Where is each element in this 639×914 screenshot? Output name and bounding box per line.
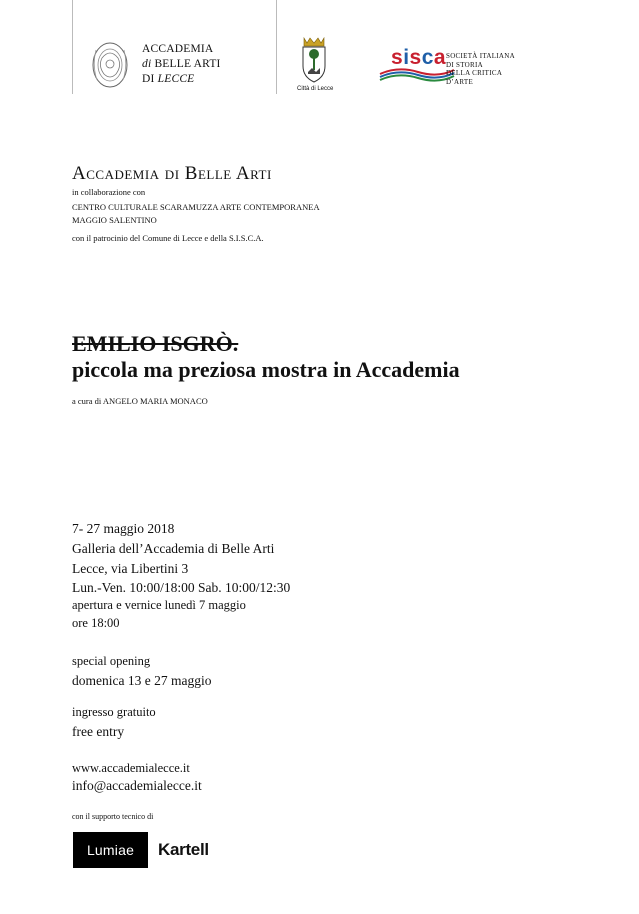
lumiae-logo-text: Lumiae bbox=[86, 842, 135, 858]
vernissage-date: apertura e vernice lunedì 7 maggio bbox=[72, 598, 246, 612]
header-divider-left bbox=[72, 0, 73, 94]
venue-name: Galleria dell’Accademia di Belle Arti bbox=[72, 541, 275, 556]
accademia-logo-line2: di BELLE ARTI bbox=[142, 58, 221, 70]
page-title: Accademia di Belle Arti bbox=[72, 163, 272, 184]
lumiae-logo bbox=[73, 832, 148, 868]
sisca-desc-line4: D’ARTE bbox=[446, 77, 474, 86]
city-label: Città di Lecce bbox=[297, 86, 334, 92]
sisca-desc-line3: DELLA CRITICA bbox=[446, 69, 503, 77]
collab-label: in collaborazione con bbox=[72, 187, 146, 197]
vernissage-time: ore 18:00 bbox=[72, 616, 120, 630]
city-crest-icon bbox=[300, 36, 328, 84]
venue-address: Lecce, via Libertini 3 bbox=[72, 561, 189, 576]
partner-maggio-salentino: MAGGIO SALENTINO bbox=[72, 215, 157, 225]
opening-hours: Lun.-Ven. 10:00/18:00 Sab. 10:00/12:30 bbox=[72, 580, 291, 595]
partner-scaramuzza: CENTRO CULTURALE SCARAMUZZA ARTE CONTEMPORANEA bbox=[72, 202, 320, 212]
patronage-text: con il patrocinio del Comune di Lecce e della S.I.S.C.A. bbox=[72, 233, 264, 243]
kartell-logo: Kartell bbox=[158, 840, 209, 859]
email-link[interactable]: info@accademialecce.it bbox=[72, 778, 202, 793]
sisca-wave-icon bbox=[378, 66, 456, 82]
sisca-desc-line1: SOCIETÀ ITALIANA bbox=[446, 52, 515, 60]
header-divider-center bbox=[276, 0, 277, 94]
sisca-logo bbox=[378, 46, 456, 84]
accademia-logo-text bbox=[142, 42, 221, 87]
special-opening-dates: domenica 13 e 27 maggio bbox=[72, 673, 212, 688]
accademia-seal-icon bbox=[88, 40, 132, 90]
accademia-logo-line3: DI LECCE bbox=[142, 73, 195, 85]
sponsor-label: con il supporto tecnico di bbox=[72, 812, 154, 821]
exhibition-subtitle: piccola ma preziosa mostra in Accademia bbox=[72, 357, 460, 382]
entry-italian: ingresso gratuito bbox=[72, 705, 156, 719]
website-link[interactable]: www.accademialecce.it bbox=[72, 761, 190, 775]
exhibition-dates: 7- 27 maggio 2018 bbox=[72, 521, 175, 536]
accademia-logo-line1: ACCADEMIA bbox=[142, 43, 214, 55]
sisca-wordmark: sisca bbox=[391, 46, 447, 69]
sisca-description bbox=[446, 52, 515, 86]
artist-name: EMILIO ISGRÒ. bbox=[72, 331, 239, 356]
entry-english: free entry bbox=[72, 724, 125, 739]
special-opening-label: special opening bbox=[72, 654, 151, 668]
sisca-desc-line2: DI STORIA bbox=[446, 60, 483, 69]
curator-text: a cura di ANGELO MARIA MONACO bbox=[72, 396, 208, 406]
